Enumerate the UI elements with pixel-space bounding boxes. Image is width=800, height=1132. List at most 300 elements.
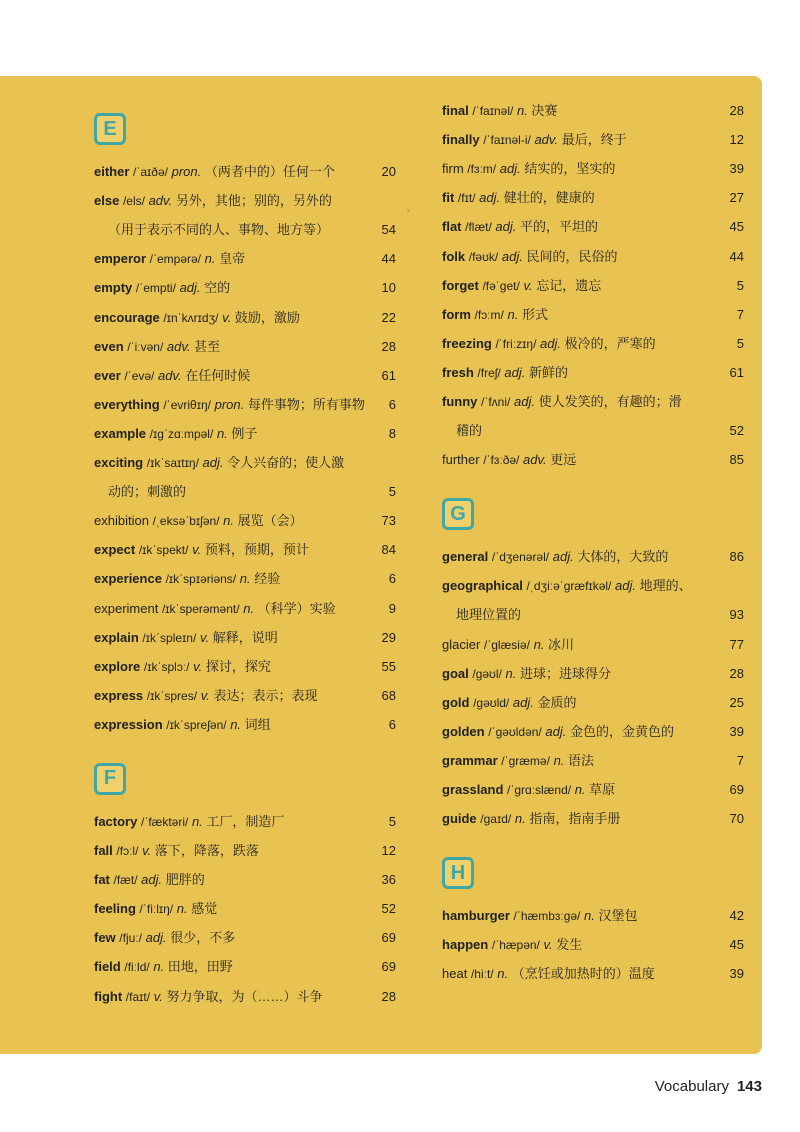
vocab-entry bbox=[94, 656, 396, 678]
headword: ever bbox=[94, 367, 121, 383]
headword: flat bbox=[442, 219, 462, 235]
page-reference: 28 bbox=[729, 103, 744, 118]
pronunciation: /fəʊk/ bbox=[468, 249, 499, 264]
chinese-definition: 每件事物；所有事物 bbox=[247, 396, 365, 412]
vocab-entry bbox=[442, 449, 744, 471]
part-of-speech: adj. bbox=[545, 723, 567, 739]
headword: exhibition bbox=[94, 513, 149, 529]
vocab-entry bbox=[94, 714, 396, 736]
part-of-speech: n. bbox=[243, 600, 255, 616]
part-of-speech: adj. bbox=[495, 219, 517, 235]
page-reference: 27 bbox=[729, 190, 744, 206]
page-reference: 7 bbox=[736, 306, 744, 322]
headword: explain bbox=[94, 629, 139, 645]
page-reference: 61 bbox=[729, 364, 744, 380]
vocab-entry bbox=[442, 100, 744, 122]
headword: exciting bbox=[94, 455, 144, 470]
pronunciation: /fæt/ bbox=[113, 873, 138, 888]
section-letter-f-badge: F bbox=[94, 763, 126, 795]
page-reference: 28 bbox=[381, 988, 396, 1004]
chinese-definition: 平的，平坦的 bbox=[520, 219, 599, 235]
section-letter-e-badge: E bbox=[94, 113, 126, 145]
pronunciation: /ˈiːvən/ bbox=[127, 339, 164, 354]
page-reference: 5 bbox=[736, 335, 744, 351]
chinese-definition: 金色的，金黄色的 bbox=[569, 723, 674, 739]
headword: factory bbox=[94, 813, 138, 829]
chinese-definition: 肥胖的 bbox=[165, 872, 205, 888]
headword: either bbox=[94, 164, 130, 179]
headword: grammar bbox=[442, 752, 498, 768]
pronunciation: /ɪgˈzɑːmpəl/ bbox=[149, 426, 214, 441]
vocab-entry bbox=[94, 986, 396, 1008]
chinese-definition: 使人发笑的，有趣的；滑 bbox=[538, 394, 682, 409]
vocab-entry bbox=[442, 304, 744, 326]
page-reference: 86 bbox=[729, 549, 744, 565]
chinese-definition: 努力争取，为（……）斗争 bbox=[166, 988, 323, 1004]
page-reference: 61 bbox=[381, 367, 396, 383]
vocab-entry bbox=[442, 721, 744, 743]
part-of-speech: adj. bbox=[479, 190, 501, 206]
vocab-entry bbox=[442, 905, 744, 927]
chinese-definition: 很少，不多 bbox=[170, 930, 236, 946]
pronunciation: /els/ bbox=[122, 194, 145, 209]
vocab-entry bbox=[442, 333, 744, 355]
page-reference: 77 bbox=[729, 636, 744, 652]
pronunciation: /ˈfæktəri/ bbox=[140, 814, 189, 829]
vocab-entry bbox=[442, 187, 744, 209]
section-letter-h-badge: H bbox=[442, 857, 474, 889]
part-of-speech: pron. bbox=[171, 164, 202, 179]
chinese-definition: 预料，预期，预计 bbox=[204, 542, 309, 558]
headword: happen bbox=[442, 937, 489, 953]
part-of-speech: n. bbox=[239, 571, 251, 587]
chinese-definition: 发生 bbox=[556, 937, 583, 953]
vocab-entry bbox=[94, 365, 396, 387]
vocab-entry bbox=[442, 934, 744, 956]
pronunciation: /ˈfʌni/ bbox=[481, 395, 511, 409]
pronunciation: /fiːld/ bbox=[124, 960, 150, 975]
part-of-speech: adj. bbox=[141, 872, 163, 888]
headword: fall bbox=[94, 843, 113, 858]
pronunciation: /ˈdʒenərəl/ bbox=[491, 550, 550, 565]
vocab-entry bbox=[442, 546, 744, 568]
headword: geographical bbox=[442, 578, 523, 594]
chinese-definition: 更远 bbox=[550, 452, 577, 468]
vocab-entry bbox=[94, 956, 396, 978]
chinese-definition: （两者中的）任何一个 bbox=[204, 164, 335, 179]
page-reference: 52 bbox=[729, 423, 744, 439]
vocab-entry bbox=[94, 539, 396, 561]
page-reference: 28 bbox=[381, 338, 396, 354]
vocab-entry bbox=[94, 927, 396, 949]
page-reference: 39 bbox=[729, 161, 744, 177]
chinese-definition: 感觉 bbox=[191, 901, 218, 917]
pronunciation: /ɪkˈspɪəriəns/ bbox=[165, 572, 237, 587]
chinese-definition: 鼓励，激励 bbox=[234, 309, 300, 325]
headword: emperor bbox=[94, 251, 147, 267]
vocab-entry bbox=[442, 246, 744, 268]
chinese-definition: 探讨，探究 bbox=[205, 658, 271, 674]
pronunciation: /ɪkˈsperəmənt/ bbox=[161, 601, 240, 616]
pronunciation: /ˈgəʊldən/ bbox=[488, 724, 542, 739]
part-of-speech: v. bbox=[543, 937, 553, 953]
headword: fit bbox=[442, 190, 455, 206]
chinese-definition: 空的 bbox=[204, 280, 231, 296]
chinese-definition: 地理位置的 bbox=[456, 607, 522, 623]
vocab-entry bbox=[94, 811, 396, 833]
page-reference: 69 bbox=[381, 959, 396, 975]
part-of-speech: n. bbox=[533, 636, 545, 652]
part-of-speech: adv. bbox=[523, 452, 547, 468]
chinese-definition: 大体的，大致的 bbox=[577, 549, 669, 565]
headword: empty bbox=[94, 280, 133, 296]
pronunciation: /ˈgræmə/ bbox=[501, 753, 550, 768]
chinese-definition: 田地，田野 bbox=[167, 959, 233, 975]
page-reference: 44 bbox=[381, 251, 396, 267]
footer-label: Vocabulary bbox=[654, 1078, 729, 1095]
part-of-speech: n. bbox=[514, 811, 526, 827]
page-reference: 5 bbox=[736, 277, 744, 293]
chinese-definition: 例子 bbox=[231, 425, 258, 441]
headword: expression bbox=[94, 716, 163, 732]
part-of-speech: adv. bbox=[534, 132, 559, 148]
vocab-entry bbox=[94, 336, 396, 358]
part-of-speech: v. bbox=[193, 658, 203, 674]
headword: forget bbox=[442, 277, 479, 293]
vocab-entry-continuation bbox=[442, 420, 744, 442]
pronunciation: /gaɪd/ bbox=[480, 812, 512, 827]
headword: form bbox=[442, 306, 471, 322]
chinese-definition: 落下，降落，跌落 bbox=[154, 843, 259, 858]
vocab-entry bbox=[94, 277, 396, 299]
part-of-speech: n. bbox=[584, 908, 595, 924]
pronunciation: /ˈglæsiə/ bbox=[483, 637, 530, 652]
headword: further bbox=[442, 452, 480, 468]
vocab-entry bbox=[94, 840, 396, 862]
vocab-entry bbox=[442, 808, 744, 830]
vocab-entry bbox=[442, 129, 744, 151]
chinese-definition: 动的；刺激的 bbox=[108, 484, 187, 500]
page-reference: 6 bbox=[388, 571, 396, 587]
headword: experience bbox=[94, 571, 162, 587]
chinese-definition: （科学）实验 bbox=[257, 600, 336, 616]
page-reference: 20 bbox=[381, 164, 396, 179]
vocab-entry bbox=[442, 692, 744, 714]
chinese-definition: 经验 bbox=[254, 571, 281, 587]
headword: encourage bbox=[94, 309, 160, 325]
part-of-speech: adv. bbox=[166, 338, 191, 354]
part-of-speech: n. bbox=[574, 782, 586, 797]
headword: few bbox=[94, 930, 116, 946]
chinese-definition: 在任何时候 bbox=[185, 367, 251, 383]
vocab-entry bbox=[94, 161, 396, 183]
headword: general bbox=[442, 549, 489, 565]
chinese-definition: 最后，终于 bbox=[561, 132, 627, 148]
chinese-definition: 地理的、 bbox=[639, 578, 692, 594]
pronunciation: /ˌdʒiːəˈgræfɪkəl/ bbox=[526, 579, 612, 594]
vocab-entry bbox=[94, 627, 396, 649]
headword: experiment bbox=[94, 600, 159, 616]
chinese-definition: 稽的 bbox=[456, 423, 483, 439]
part-of-speech: n. bbox=[507, 306, 519, 322]
pronunciation: /fɪt/ bbox=[457, 191, 476, 206]
part-of-speech: adj. bbox=[145, 930, 167, 946]
headword: express bbox=[94, 687, 144, 703]
page-reference: 68 bbox=[381, 687, 396, 703]
pronunciation: /ˈempərə/ bbox=[149, 252, 202, 267]
part-of-speech: adj. bbox=[179, 280, 201, 296]
part-of-speech: v. bbox=[523, 277, 533, 293]
pronunciation: /fɔːl/ bbox=[116, 844, 139, 858]
chinese-definition: 语法 bbox=[568, 752, 595, 768]
pronunciation: /faɪt/ bbox=[125, 989, 151, 1004]
pronunciation: /fɔːm/ bbox=[474, 307, 504, 322]
page-reference: 28 bbox=[729, 665, 744, 681]
page-reference: 7 bbox=[736, 752, 744, 768]
vocab-entry bbox=[94, 423, 396, 445]
page-reference: 45 bbox=[729, 219, 744, 235]
headword: firm bbox=[442, 161, 464, 177]
headword: everything bbox=[94, 396, 160, 412]
part-of-speech: adv. bbox=[148, 193, 173, 209]
part-of-speech: v. bbox=[222, 309, 232, 325]
headword: else bbox=[94, 193, 120, 209]
part-of-speech: adj. bbox=[512, 694, 534, 710]
section-letter-g-badge: G bbox=[442, 498, 474, 530]
page-reference: 73 bbox=[381, 513, 396, 529]
headword: expect bbox=[94, 542, 136, 558]
page-reference: 22 bbox=[381, 309, 396, 325]
vocab-entry-continuation bbox=[94, 219, 396, 241]
part-of-speech: v. bbox=[192, 542, 202, 558]
vocab-entry bbox=[442, 779, 744, 801]
chinese-definition: 令人兴奋的；使人激 bbox=[227, 455, 345, 470]
chinese-definition: 指南，指南手册 bbox=[529, 811, 621, 827]
pronunciation: /ɪnˈkʌrɪdʒ/ bbox=[163, 310, 219, 325]
page-reference: 9 bbox=[388, 600, 396, 616]
vocab-entry bbox=[94, 452, 396, 474]
chinese-definition: 决赛 bbox=[531, 103, 558, 118]
pronunciation: /ɪkˈspres/ bbox=[146, 688, 198, 703]
part-of-speech: n. bbox=[191, 813, 203, 829]
page-reference: 10 bbox=[381, 280, 396, 296]
vocab-entry bbox=[94, 568, 396, 590]
vocab-entry bbox=[442, 963, 744, 985]
vocab-entry bbox=[94, 685, 396, 707]
part-of-speech: n. bbox=[516, 103, 528, 118]
part-of-speech: adj. bbox=[615, 578, 636, 594]
pronunciation: /ˈaɪðə/ bbox=[133, 165, 168, 179]
part-of-speech: n. bbox=[216, 425, 228, 441]
chinese-definition: 冰川 bbox=[548, 636, 575, 652]
pronunciation: /freʃ/ bbox=[477, 365, 501, 380]
page-reference: 54 bbox=[381, 222, 396, 238]
pronunciation: /ɪkˈsplɔː/ bbox=[143, 659, 190, 674]
headword: explore bbox=[94, 658, 141, 674]
page-reference: 39 bbox=[729, 966, 744, 982]
chinese-definition: （烹饪或加热时的）温度 bbox=[511, 966, 655, 982]
chinese-definition: 形式 bbox=[521, 306, 548, 322]
headword: finally bbox=[442, 132, 480, 148]
pronunciation: /ˈevə/ bbox=[124, 368, 155, 383]
pronunciation: /ˈfaɪnəl/ bbox=[472, 104, 514, 118]
page-reference: 6 bbox=[388, 396, 396, 412]
decorative-dot bbox=[407, 209, 410, 212]
part-of-speech: adj. bbox=[504, 364, 526, 380]
pronunciation: /ɪkˈspleɪn/ bbox=[142, 630, 197, 645]
pronunciation: /ˈhæpən/ bbox=[491, 938, 540, 953]
page-reference: 55 bbox=[381, 658, 396, 674]
vocab-entry bbox=[442, 216, 744, 238]
vocab-entry bbox=[442, 362, 744, 384]
chinese-definition: 草原 bbox=[589, 782, 616, 797]
page-reference: 25 bbox=[729, 694, 744, 710]
page-reference: 12 bbox=[381, 843, 396, 858]
part-of-speech: pron. bbox=[214, 396, 245, 412]
headword: grassland bbox=[442, 782, 504, 797]
vocab-entry bbox=[94, 898, 396, 920]
chinese-definition: 工厂，制造厂 bbox=[206, 813, 285, 829]
headword: heat bbox=[442, 966, 468, 982]
page-reference: 52 bbox=[381, 901, 396, 917]
headword: fresh bbox=[442, 364, 474, 380]
part-of-speech: n. bbox=[230, 716, 242, 732]
pronunciation: /ˈhæmbɜːgə/ bbox=[513, 909, 581, 924]
footer-page-number: 143 bbox=[736, 1078, 762, 1095]
pronunciation: /hiːt/ bbox=[470, 967, 494, 982]
vocab-entry bbox=[94, 510, 396, 532]
page-reference: 45 bbox=[729, 937, 744, 953]
headword: fat bbox=[94, 872, 110, 888]
vocab-entry bbox=[94, 394, 396, 416]
part-of-speech: n. bbox=[497, 966, 509, 982]
part-of-speech: v. bbox=[199, 629, 210, 645]
headword: hamburger bbox=[442, 908, 510, 924]
chinese-definition: 结实的，坚实的 bbox=[524, 161, 616, 177]
vocab-entry bbox=[442, 158, 744, 180]
pronunciation: /ˈfriːzɪŋ/ bbox=[495, 336, 537, 351]
vocab-entry bbox=[442, 275, 744, 297]
page-reference: 69 bbox=[729, 782, 744, 797]
chinese-definition: 汉堡包 bbox=[598, 908, 638, 924]
headword: even bbox=[94, 338, 124, 354]
part-of-speech: adj. bbox=[202, 455, 224, 470]
part-of-speech: n. bbox=[505, 665, 517, 681]
pronunciation: /gəʊl/ bbox=[472, 666, 502, 681]
page-reference: 5 bbox=[388, 484, 396, 500]
part-of-speech: v. bbox=[200, 687, 210, 703]
part-of-speech: n. bbox=[223, 513, 234, 529]
pronunciation: /ˈgrɑːslænd/ bbox=[507, 783, 572, 797]
pronunciation: /fjuː/ bbox=[119, 931, 142, 946]
vocabulary-panel bbox=[0, 76, 762, 1054]
chinese-definition: 新鲜的 bbox=[528, 364, 568, 380]
headword: goal bbox=[442, 665, 469, 681]
pronunciation: /ɪkˈsaɪtɪŋ/ bbox=[146, 456, 199, 470]
vocab-entry bbox=[94, 248, 396, 270]
page-reference: 12 bbox=[729, 132, 744, 148]
part-of-speech: v. bbox=[142, 843, 152, 858]
chinese-definition: 展览（会） bbox=[237, 513, 303, 529]
page-reference: 39 bbox=[729, 723, 744, 739]
headword: glacier bbox=[442, 636, 481, 652]
page-reference: 69 bbox=[381, 930, 396, 946]
headword: folk bbox=[442, 248, 466, 264]
chinese-definition: 另外，其他；别的，另外的 bbox=[175, 193, 332, 209]
headword: fight bbox=[94, 988, 123, 1004]
pronunciation: /ˈfɜːðə/ bbox=[483, 453, 520, 468]
page-reference: 70 bbox=[729, 811, 744, 827]
pronunciation: /fəˈget/ bbox=[482, 278, 520, 293]
chinese-definition: 解释，说明 bbox=[212, 629, 278, 645]
page-reference: 36 bbox=[381, 872, 396, 888]
pronunciation: /flæt/ bbox=[465, 220, 492, 235]
part-of-speech: adj. bbox=[501, 248, 523, 264]
part-of-speech: adj. bbox=[552, 549, 574, 565]
page-reference: 6 bbox=[388, 716, 396, 732]
part-of-speech: adj. bbox=[540, 335, 562, 351]
vocab-entry bbox=[94, 307, 396, 329]
part-of-speech: n. bbox=[153, 959, 165, 975]
headword: freezing bbox=[442, 335, 492, 351]
part-of-speech: n. bbox=[553, 752, 565, 768]
chinese-definition: 民间的，民俗的 bbox=[526, 248, 618, 264]
headword: gold bbox=[442, 694, 470, 710]
pronunciation: /ˈempti/ bbox=[135, 281, 176, 296]
vocab-entry bbox=[442, 750, 744, 772]
headword: guide bbox=[442, 811, 477, 827]
page-reference: 29 bbox=[381, 629, 396, 645]
page-reference: 44 bbox=[729, 248, 744, 264]
headword: golden bbox=[442, 723, 485, 739]
part-of-speech: adj. bbox=[513, 394, 535, 409]
page-footer bbox=[620, 1078, 762, 1095]
headword: final bbox=[442, 103, 469, 118]
chinese-definition: （用于表示不同的人、事物、地方等） bbox=[108, 222, 330, 238]
page-reference: 84 bbox=[381, 542, 396, 558]
vocab-entry-continuation bbox=[94, 481, 396, 503]
vocab-entry bbox=[94, 869, 396, 891]
chinese-definition: 进球；进球得分 bbox=[519, 665, 611, 681]
pronunciation: /ɪkˈspreʃən/ bbox=[166, 717, 227, 732]
chinese-definition: 甚至 bbox=[194, 338, 221, 354]
vocab-entry bbox=[94, 598, 396, 620]
vocab-entry bbox=[442, 575, 744, 597]
pronunciation: /fɜːm/ bbox=[467, 162, 497, 177]
chinese-definition: 忘记，遗忘 bbox=[536, 277, 602, 293]
vocab-entry-continuation bbox=[442, 604, 744, 626]
chinese-definition: 表达；表示；表现 bbox=[213, 687, 318, 703]
chinese-definition: 极冷的，严寒的 bbox=[564, 335, 656, 351]
chinese-definition: 皇帝 bbox=[219, 251, 246, 267]
part-of-speech: v. bbox=[153, 988, 163, 1004]
vocab-entry bbox=[442, 391, 744, 413]
pronunciation: /ˌeksəˈbɪʃən/ bbox=[152, 514, 220, 529]
chinese-definition: 词组 bbox=[244, 716, 271, 732]
vocab-entry bbox=[94, 190, 396, 212]
pronunciation: /ˈfaɪnəl-i/ bbox=[483, 133, 531, 148]
headword: funny bbox=[442, 394, 478, 409]
pronunciation: /gəʊld/ bbox=[473, 695, 510, 710]
headword: feeling bbox=[94, 901, 136, 917]
pronunciation: /ɪkˈspekt/ bbox=[138, 543, 189, 558]
page-reference: 5 bbox=[388, 813, 396, 829]
part-of-speech: n. bbox=[176, 901, 188, 917]
vocab-entry bbox=[442, 634, 744, 656]
vocab-entry bbox=[442, 663, 744, 685]
pronunciation: /ˈfiːlɪŋ/ bbox=[139, 902, 174, 917]
chinese-definition: 健壮的，健康的 bbox=[503, 190, 595, 206]
